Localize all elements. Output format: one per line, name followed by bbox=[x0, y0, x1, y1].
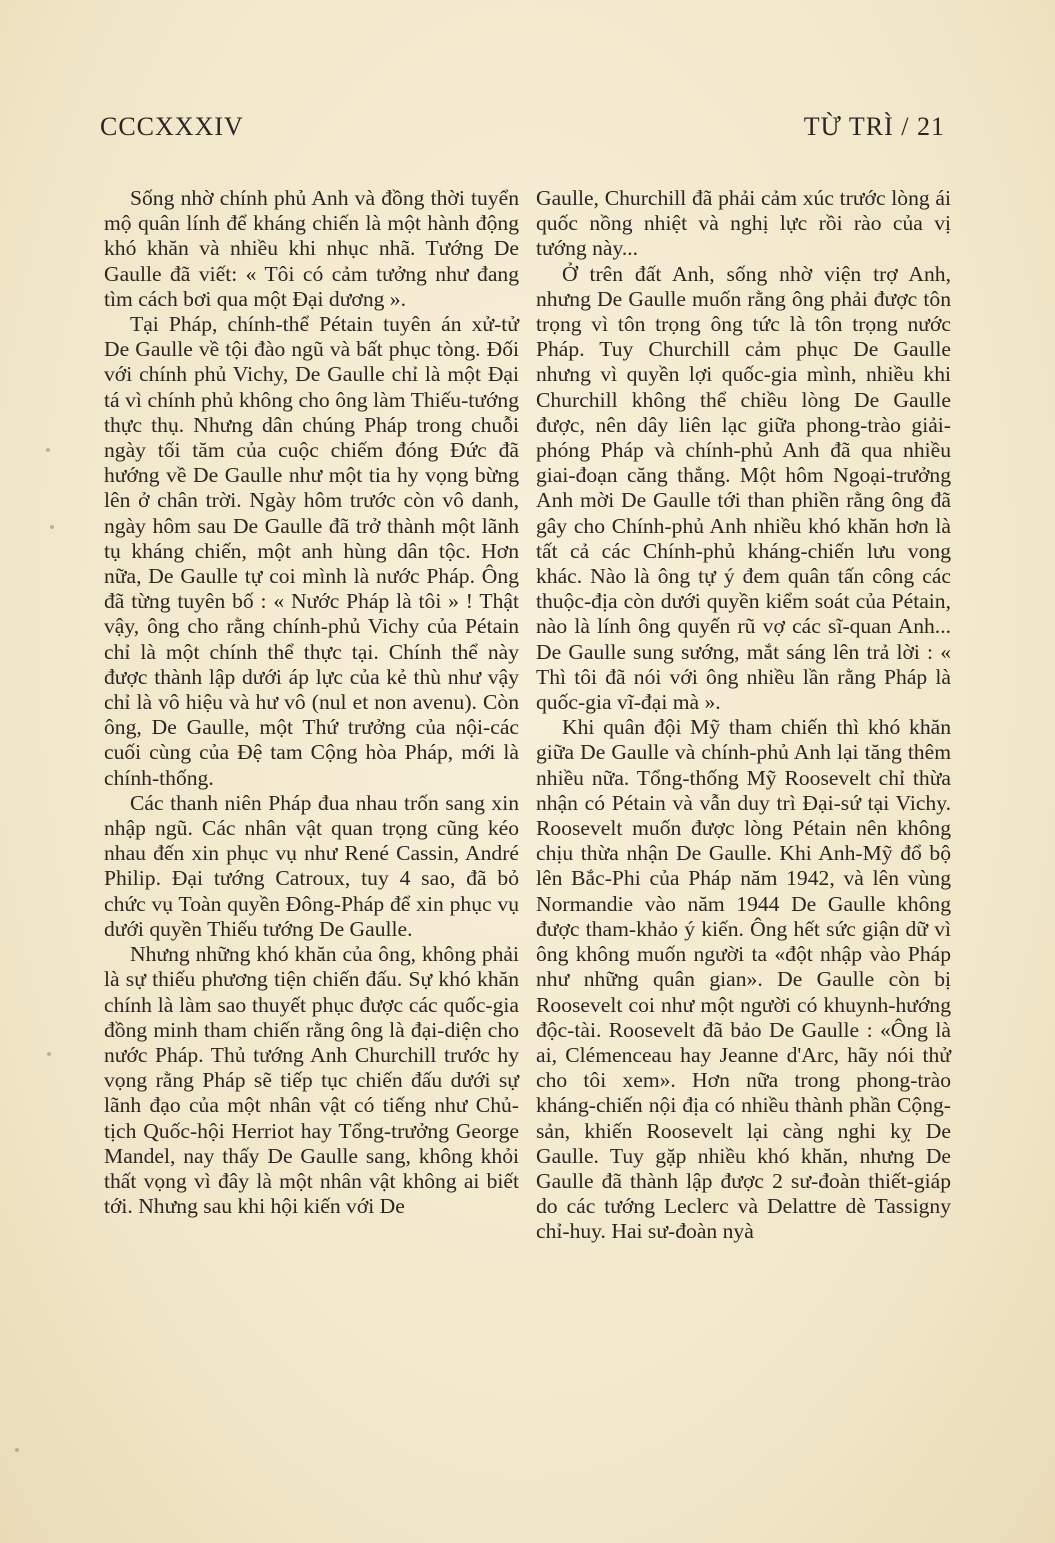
page-section-number: CCCXXXIV bbox=[100, 112, 244, 141]
paragraph: Sống nhờ chính phủ Anh và đồng thời tuyển mộ quân lính để kháng chiến là một hành động khó khăn và nhiều khi nhục nhã. Tướng De Gaulle đã viết: « Tôi có cảm tưởng như đang tìm cách bơi qua một Đại dương ». bbox=[104, 186, 519, 311]
paragraph: Tại Pháp, chính-thể Pétain tuyên án xử-tử De Gaulle về tội đào ngũ và bất phục tòng. Đối với chính phủ Vichy, De Gaulle chỉ là một Đại tá vì chính phủ không cho ông làm Thiếu-tướng thực thụ. Nhưng dân chúng Pháp trong chuỗi ngày tối tăm của cuộc chiếm đóng Đức đã hướng về De Gaulle như một tia hy vọng bừng lên ở chân trời. Ngày hôm trước còn vô danh, ngày hôm sau De Gaulle đã trở thành một lãnh tụ kháng chiến, một anh hùng dân tộc. Hơn nữa, De Gaulle tự coi mình là nước Pháp. Ông đã từng tuyên bố : « Nước Pháp là tôi » ! Thật vậy, ông cho rằng chính-phủ Vichy của Pétain chỉ là một chính thể thực tại. Chính thể này được thành lập dưới áp lực của kẻ thù như vậy chỉ là vô hiệu và hư vô (nul et non avenu). Còn ông, De Gaulle, một Thứ trưởng của nội-các cuối cùng của Đệ tam Cộng hòa Pháp, mới là chính-thống. bbox=[104, 312, 519, 790]
page-title-number: TỪ TRÌ / 21 bbox=[803, 112, 945, 141]
page-header bbox=[100, 112, 945, 152]
paragraph: Các thanh niên Pháp đua nhau trốn sang xin nhập ngũ. Các nhân vật quan trọng cũng kéo nhau đến xin phục vụ như René Cassin, André Philip. Đại tướng Catroux, tuy 4 sao, đã bỏ chức vụ Toàn quyền Đông-Pháp để xin phục vụ dưới quyền Thiếu tướng De Gaulle. bbox=[104, 790, 519, 941]
paragraph: Gaulle, Churchill đã phải cảm xúc trước lòng ái quốc nồng nhiệt và nghị lực rồi rào của vị tướng này... bbox=[536, 186, 951, 261]
paragraph: Ở trên đất Anh, sống nhờ viện trợ Anh, nhưng De Gaulle muốn rằng ông phải được tôn trọng vì tôn trọng ông tức là tôn trọng nước Pháp. Tuy Churchill cảm phục De Gaulle nhưng vì quyền lợi quốc-gia mình, nhiều khi Churchill không thể chiều lòng De Gaulle được, nên dây liên lạc giữa phong-trào giải-phóng Pháp và chính-phủ Anh đã qua nhiều giai-đoạn căng thẳng. Một hôm Ngoại-trưởng Anh mời De Gaulle tới than phiền rằng ông đã gây cho Chính-phủ Anh nhiều khó khăn hơn là tất cả các Chính-phủ kháng-chiến lưu vong khác. Nào là ông tự ý đem quân tấn công các thuộc-địa còn dưới quyền kiểm soát của Pétain, nào là lính ông quyến rũ vợ các sĩ-quan Anh... De Gaulle sung sướng, mắt sáng lên trả lời : « Thì tôi đã nói với ông nhiều lần rằng Pháp là quốc-gia vĩ-đại mà ». bbox=[536, 261, 951, 715]
paragraph: Khi quân đội Mỹ tham chiến thì khó khăn giữa De Gaulle và chính-phủ Anh lại tăng thêm nhiều nữa. Tổng-thống Mỹ Roosevelt chỉ thừa nhận có Pétain và vẫn duy trì Đại-sứ tại Vichy. Roosevelt muốn được lòng Pétain nên không chịu thừa nhận De Gaulle. Khi Anh-Mỹ đổ bộ lên Bắc-Phi của Pháp năm 1942, và lên vùng Normandie vào năm 1944 De Gaulle không được tham-khảo ý kiến. Ông hết sức giận dữ vì ông không muốn người ta «đột nhập vào Pháp như những quân gian». De Gaulle còn bị Roosevelt coi như một người có khuynh-hướng độc-tài. Roosevelt đã bảo De Gaulle : «Ông là ai, Clémenceau hay Jeanne d'Arc, hãy nói thử cho tôi xem». Hơn nữa trong phong-trào kháng-chiến nội địa có nhiều thành phần Cộng-sản, khiến Roosevelt lại càng nghi kỵ De Gaulle. Tuy gặp nhiều khó khăn, nhưng De Gaulle đã thành lập được 2 sư-đoàn thiết-giáp do các tướng Leclerc và Delattre dè Tassigny chỉ-huy. Hai sư-đoàn nyà bbox=[536, 715, 951, 1244]
left-column bbox=[104, 186, 519, 1219]
paragraph: Nhưng những khó khăn của ông, không phải là sự thiếu phương tiện chiến đấu. Sự khó khăn chính là làm sao thuyết phục được các quốc-gia đồng minh tham chiến rằng ông là đại-diện cho nước Pháp. Thủ tướng Anh Churchill trước hy vọng rằng Pháp sẽ tiếp tục chiến đấu dưới sự lãnh đạo của một nhân vật có tiếng như Chủ-tịch Quốc-hội Herriot hay Tổng-trưởng George Mandel, nay thấy De Gaulle sang, không khỏi thất vọng vì đây là một nhân vật không ai biết tới. Nhưng sau khi hội kiến với De bbox=[104, 942, 519, 1219]
right-column bbox=[536, 186, 951, 1245]
